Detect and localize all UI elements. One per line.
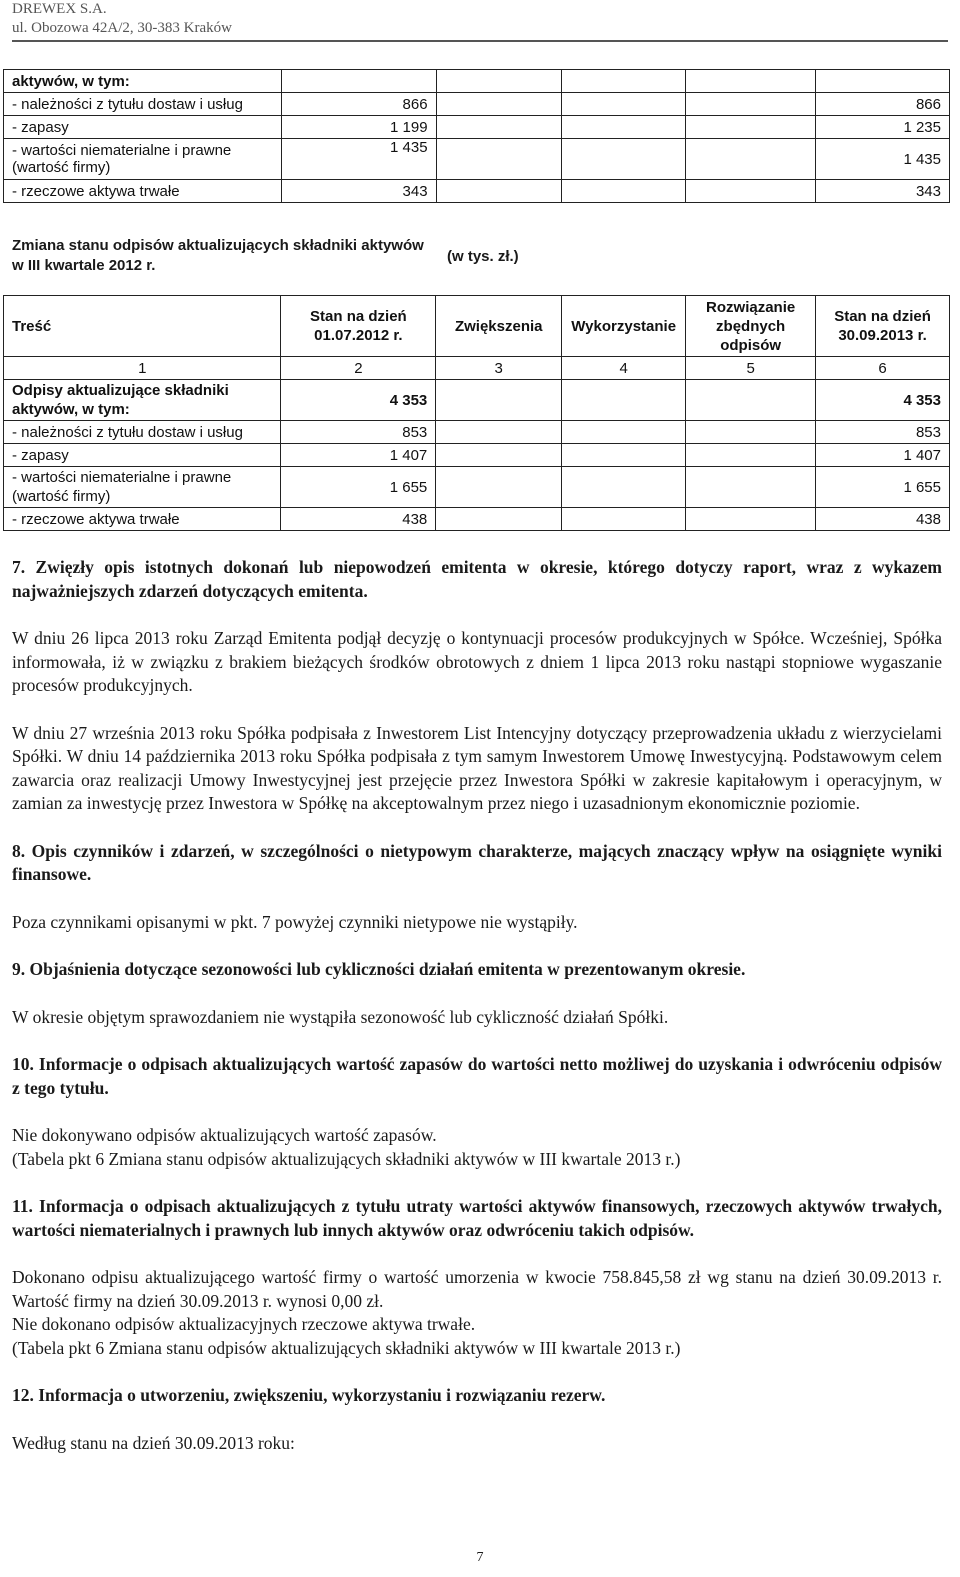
cell-opening: 1 435 [281,139,436,180]
cell-opening: 853 [281,421,436,444]
row-label: - zapasy [4,116,282,139]
col-number: 1 [4,357,281,380]
section-10-paragraph: Nie dokonywano odpisów aktualizujących wartość zapasów. [12,1125,437,1145]
cell-increase [436,116,562,139]
col-header: Treść [4,296,281,357]
cell-used [562,444,686,467]
table-row [4,444,950,467]
cell-released [686,421,816,444]
row-label: aktywów, w tym: [4,70,282,93]
cell-opening: 1 407 [281,444,436,467]
cell-increase [436,467,562,508]
cell-released [686,467,816,508]
row-label: - należności z tytułu dostaw i usług [4,421,281,444]
cell-used [562,180,686,203]
impairment-table [3,295,950,531]
cell-used [562,139,686,180]
section-title: Zmiana stanu odpisów aktualizujących składniki aktywów w III kwartale 2012 r. [12,237,424,274]
cell-closing: 1 235 [816,116,950,139]
row-label: - wartości niematerialne i prawne (wartość firmy) [4,139,282,180]
page-header [12,0,948,42]
cell-released [686,380,816,421]
section-8-paragraph: Poza czynnikami opisanymi w pkt. 7 powyżej czynniki nietypowe nie wystąpiły. [12,911,578,932]
cell-closing: 866 [816,93,950,116]
cell-used [562,70,686,93]
cell-closing: 438 [816,508,950,531]
col-number: 4 [562,357,686,380]
company-address: ul. Obozowa 42A/2, 30-383 Kraków [12,20,232,36]
cell-increase [436,70,562,93]
cell-released [686,116,816,139]
section-9-paragraph: W okresie objętym sprawozdaniem nie wystąpiła sezonowość lub cykliczność działań Spółki. [12,1006,669,1027]
col-number: 5 [686,357,816,380]
cell-opening [281,70,436,93]
unit-label: (w tys. zł.) [447,248,519,265]
cell-used [562,467,686,508]
section-12-title: 12. Informacja o utworzeniu, zwiększeniu, wykorzystaniu i rozwiązaniu rezerw. [12,1385,606,1405]
company-name: DREWEX S.A. [12,1,107,17]
table-row [4,421,950,444]
cell-released [686,139,816,180]
cell-closing: 1 407 [816,444,950,467]
column-number-row [4,357,950,380]
row-label: - rzeczowe aktywa trwałe [4,180,282,203]
col-header: Stan na dzień 30.09.2013 r. [816,296,950,357]
table-row [4,467,950,508]
row-label: - wartości niematerialne i prawne (wartość firmy) [4,467,281,508]
cell-closing: 1 435 [816,139,950,180]
table-header-row [4,296,950,357]
col-header: Wykorzystanie [562,296,686,357]
cell-opening: 438 [281,508,436,531]
row-label: - rzeczowe aktywa trwałe [4,508,281,531]
cell-released [686,93,816,116]
section-8-title: 8. Opis czynników i zdarzeń, w szczególności o nietypowym charakterze, mających znaczący wpływ na osiągnięte wyniki finansowe. [12,840,942,884]
cell-increase [436,93,562,116]
cell-increase [436,508,562,531]
row-label: - zapasy [4,444,281,467]
cell-closing: 1 655 [816,467,950,508]
section-11-paragraph: (Tabela pkt 6 Zmiana stanu odpisów aktualizujących składniki aktywów w III kwartale 2013 r.) [12,1337,681,1358]
cell-released [686,444,816,467]
cell-opening: 343 [281,180,436,203]
cell-increase [436,444,562,467]
table-row [4,93,950,116]
section-11-paragraph: Nie dokonano odpisów aktualizacyjnych rzeczowe aktywa trwałe. [12,1314,476,1334]
section-11-paragraph: Dokonano odpisu aktualizującego wartość firmy o wartość umorzenia w kwocie 758.845,58 zł wg stanu na dzień 30.09.2013 r. Wartość firmy na dzień 30.09.2013 r. wynosi 0,00 zł. [12,1267,942,1311]
cell-released [686,508,816,531]
cell-closing [816,70,950,93]
section-12-paragraph: Według stanu na dzień 30.09.2013 roku: [12,1432,295,1453]
cell-opening: 1 199 [281,116,436,139]
cell-released [686,180,816,203]
cell-closing: 343 [816,180,950,203]
page-number: 7 [476,1550,484,1565]
cell-used [562,508,686,531]
section-7-title: 7. Zwięzły opis istotnych dokonań lub niepowodzeń emitenta w okresie, którego dotyczy raport, wraz z wykazem najważniejszych zdarzeń dotyczących emitenta. [12,557,942,601]
table-row [4,180,950,203]
table-row [4,70,950,93]
cell-closing: 4 353 [816,380,950,421]
col-number: 2 [281,357,436,380]
table-row [4,380,950,421]
table-row [4,139,950,180]
cell-used [562,116,686,139]
col-number: 3 [436,357,562,380]
cell-opening: 4 353 [281,380,436,421]
section-11-title: 11. Informacja o odpisach aktualizujących z tytułu utraty wartości aktywów finansowych, rzeczowych aktywów trwałych, wartości niematerialnych i prawnych lub innych aktywów oraz odwróceniu takich odpisów. [12,1196,942,1240]
cell-used [562,93,686,116]
cell-increase [436,139,562,180]
cell-released [686,70,816,93]
col-number: 6 [816,357,950,380]
cell-closing: 853 [816,421,950,444]
table-row [4,508,950,531]
cell-increase [436,380,562,421]
cell-opening: 1 655 [281,467,436,508]
cell-used [562,421,686,444]
row-label: Odpisy aktualizujące składniki aktywów, w tym: [4,380,281,421]
cell-opening: 866 [281,93,436,116]
section-7-paragraph: W dniu 26 lipca 2013 roku Zarząd Emitenta podjął decyzję o kontynuacji procesów produkcyjnych w Spółce. Wcześniej, Spółka informowała, iż w związku z brakiem bieżących środków obrotowych z dniem 1 lipca 2013 roku nastąpi stopniowe wygaszanie procesów produkcyjnych. [12,628,942,695]
row-label: - należności z tytułu dostaw i usług [4,93,282,116]
cell-used [562,380,686,421]
section-7-paragraph: W dniu 27 września 2013 roku Spółka podpisała z Inwestorem List Intencyjny dotyczący przeprowadzenia układu z wierzycielami Spółki. W dniu 14 października 2013 roku Spółka podpisała z tym samym Inwestorem Umowę Inwestycyjną. Podstawowym celem zawarcia oraz realizacji Umowy Inwestycyjnej jest przejęcie przez Inwestora Spółki w zakresie kapitałowym i operacyjnym, w zamian za inwestycję przez Inwestora w Spółkę na akceptowalnym przez niego i uzasadnionym ekonomicznie poziomie. [12,722,942,813]
section-9-title: 9. Objaśnienia dotyczące sezonowości lub cykliczności działań emitenta w prezentowanym okresie. [12,959,746,979]
cell-increase [436,180,562,203]
section-10-title: 10. Informacje o odpisach aktualizujących wartość zapasów do wartości netto możliwej do uzyskania i odwróceniu odpisów z tego tytułu. [12,1054,942,1098]
report-body [12,556,942,1479]
cell-increase [436,421,562,444]
col-header: Rozwiązanie zbędnych odpisów [686,296,816,357]
col-header: Zwiększenia [436,296,562,357]
col-header: Stan na dzień 01.07.2012 r. [281,296,436,357]
section-10-paragraph: (Tabela pkt 6 Zmiana stanu odpisów aktualizujących składniki aktywów w III kwartale 2013 r.) [12,1148,681,1169]
table-row [4,116,950,139]
impairment-table-previous [3,69,950,203]
